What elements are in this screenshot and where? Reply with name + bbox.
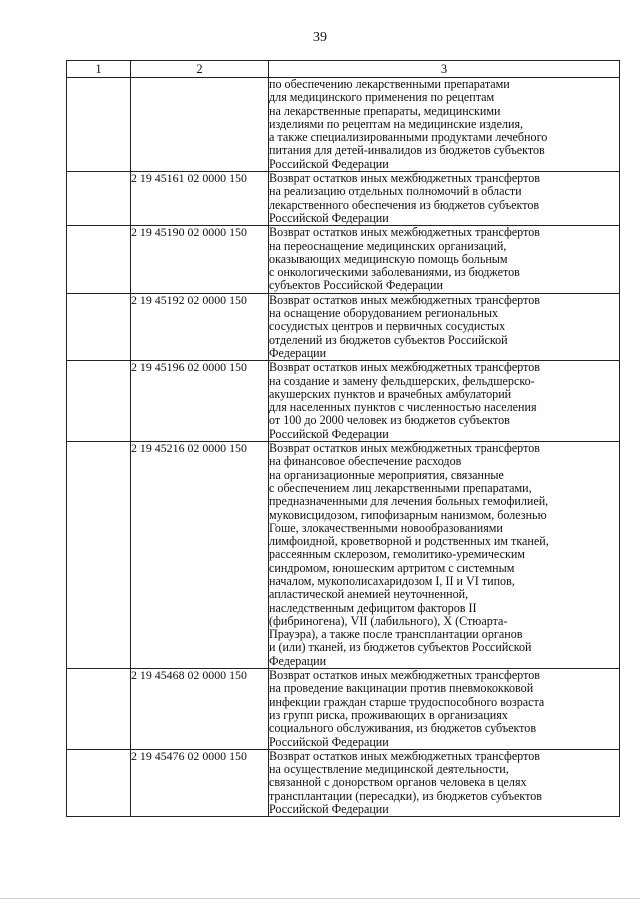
budget-code-cell: 2 19 45190 02 0000 150 <box>131 226 269 293</box>
description-line: (фибриногена), VII (лабильного), X (Стюарта- <box>269 613 508 628</box>
description-line: Возврат остатков иных межбюджетных трансфертов <box>269 668 540 683</box>
description-line: на осуществление медицинской деятельности, <box>269 762 509 777</box>
description-line: на лекарственные препараты, медицинскими <box>269 103 501 118</box>
description-line: от 100 до 2000 человек из бюджетов субъектов <box>269 413 510 428</box>
description-line: рассеянным склерозом, гемолитико-уремическим <box>269 547 525 562</box>
description-cell <box>269 669 620 750</box>
budget-code-cell: 2 19 45468 02 0000 150 <box>131 669 269 750</box>
description-line: Российской Федерации <box>269 734 389 749</box>
description-line: наследственным дефицитом факторов II <box>269 600 477 615</box>
column-header-3: 3 <box>269 61 620 78</box>
description-line: на организационные мероприятия, связанные <box>269 467 504 482</box>
description-line: питания для детей-инвалидов из бюджетов субъектов <box>269 143 545 158</box>
budget-code-cell: 2 19 45161 02 0000 150 <box>131 172 269 226</box>
description-line: на оснащение оборудованием региональных <box>269 306 498 321</box>
description-line: предназначенными для лечения больных гемофилией, <box>269 494 549 509</box>
table-row <box>67 78 620 172</box>
description-line: Гоше, злокачественными новообразованиями <box>269 520 503 535</box>
description-cell <box>269 293 620 360</box>
description-cell <box>269 226 620 293</box>
row-column-1-cell <box>67 78 131 172</box>
row-column-1-cell <box>67 749 131 816</box>
description-line: Федерации <box>269 345 327 360</box>
description-line: по обеспечению лекарственными препаратами <box>269 77 510 91</box>
description-line: Возврат остатков иных межбюджетных трансфертов <box>269 292 540 307</box>
row-column-1-cell <box>67 442 131 669</box>
description-line: Российской Федерации <box>269 210 389 225</box>
row-column-1-cell <box>67 293 131 360</box>
description-line: на реализацию отдельных полномочий в области <box>269 184 522 199</box>
description-line: и (или) тканей, из бюджетов субъектов Российской <box>269 640 532 655</box>
table-row <box>67 669 620 750</box>
budget-code-cell: 2 19 45196 02 0000 150 <box>131 361 269 442</box>
column-header-1: 1 <box>67 61 131 78</box>
description-line: началом, мукополисахаридозом I, II и VI типов, <box>269 573 515 588</box>
description-line: инфекции граждан старше трудоспособного возраста <box>269 694 545 709</box>
description-cell <box>269 78 620 172</box>
row-column-1-cell <box>67 669 131 750</box>
description-line: связанной с донорством органов человека в целях <box>269 775 527 790</box>
description-line: лимфоидной, кроветворной и родственных им тканей, <box>269 534 549 549</box>
budget-code-cell: 2 19 45216 02 0000 150 <box>131 442 269 669</box>
page-number: 39 <box>313 30 327 45</box>
description-line: из групп риска, проживающих в организациях <box>269 707 508 722</box>
row-column-1-cell <box>67 226 131 293</box>
description-line: трансплантации (пересадки), из бюджетов субъектов <box>269 788 542 803</box>
description-cell <box>269 172 620 226</box>
table-body <box>67 78 620 817</box>
budget-code-cell <box>131 78 269 172</box>
description-line: акушерских пунктов и врачебных амбулаторий <box>269 386 512 401</box>
row-column-1-cell <box>67 361 131 442</box>
description-line: на переоснащение медицинских организаций, <box>269 238 507 253</box>
column-header-2: 2 <box>131 61 269 78</box>
budget-codes-table <box>66 60 620 817</box>
description-line: для медицинского применения по рецептам <box>269 90 495 105</box>
description-cell <box>269 361 620 442</box>
description-line: на создание и замену фельдшерских, фельдшерско- <box>269 373 535 388</box>
description-line: Возврат остатков иных межбюджетных трансфертов <box>269 171 540 186</box>
table-row <box>67 226 620 293</box>
budget-code-cell: 2 19 45192 02 0000 150 <box>131 293 269 360</box>
budget-code-cell: 2 19 45476 02 0000 150 <box>131 749 269 816</box>
page-bottom-rule <box>0 898 640 899</box>
description-line: Федерации <box>269 653 327 668</box>
description-cell <box>269 749 620 816</box>
description-line: лекарственного обеспечения из бюджетов субъектов <box>269 197 540 212</box>
description-line: Возврат остатков иных межбюджетных трансфертов <box>269 748 540 763</box>
description-line: Российской Федерации <box>269 426 389 441</box>
table-row <box>67 442 620 669</box>
description-line: синдромом, юношеским артритом с системным <box>269 560 515 575</box>
description-line: с обеспечением лиц лекарственными препаратами, <box>269 480 532 495</box>
description-line: муковисцидозом, гипофизарным нанизмом, болезнью <box>269 507 547 522</box>
description-line: изделиями по рецептам на медицинские изделия, <box>269 116 524 131</box>
description-line: оказывающих медицинскую помощь больным <box>269 251 508 266</box>
description-line: субъектов Российской Федерации <box>269 278 443 293</box>
description-line: Возврат остатков иных межбюджетных трансфертов <box>269 225 540 240</box>
description-line: сосудистых центров и первичных сосудистых <box>269 319 506 334</box>
description-line: с онкологическими заболеваниями, из бюджетов <box>269 265 520 280</box>
description-line: Прауэра), а также после трансплантации органов <box>269 627 523 642</box>
description-line: на проведение вакцинации против пневмококковой <box>269 681 534 696</box>
description-line: на финансовое обеспечение расходов <box>269 454 462 469</box>
table-row <box>67 361 620 442</box>
description-cell <box>269 442 620 669</box>
row-column-1-cell <box>67 172 131 226</box>
description-line: для населенных пунктов с численностью населения <box>269 400 537 415</box>
description-line: Возврат остатков иных межбюджетных трансфертов <box>269 360 540 375</box>
description-line: апластической анемией неуточненной, <box>269 587 469 602</box>
table-row <box>67 172 620 226</box>
description-line: а также специализированными продуктами лечебного <box>269 130 548 145</box>
table-row <box>67 749 620 816</box>
description-line: отделений из бюджетов субъектов Российской <box>269 332 508 347</box>
table-row <box>67 293 620 360</box>
description-line: Российской Федерации <box>269 156 389 171</box>
description-line: Возврат остатков иных межбюджетных трансфертов <box>269 441 540 456</box>
description-line: социального обслуживания, из бюджетов субъектов <box>269 721 537 736</box>
table-header-row <box>67 61 620 78</box>
description-line: Российской Федерации <box>269 802 389 817</box>
